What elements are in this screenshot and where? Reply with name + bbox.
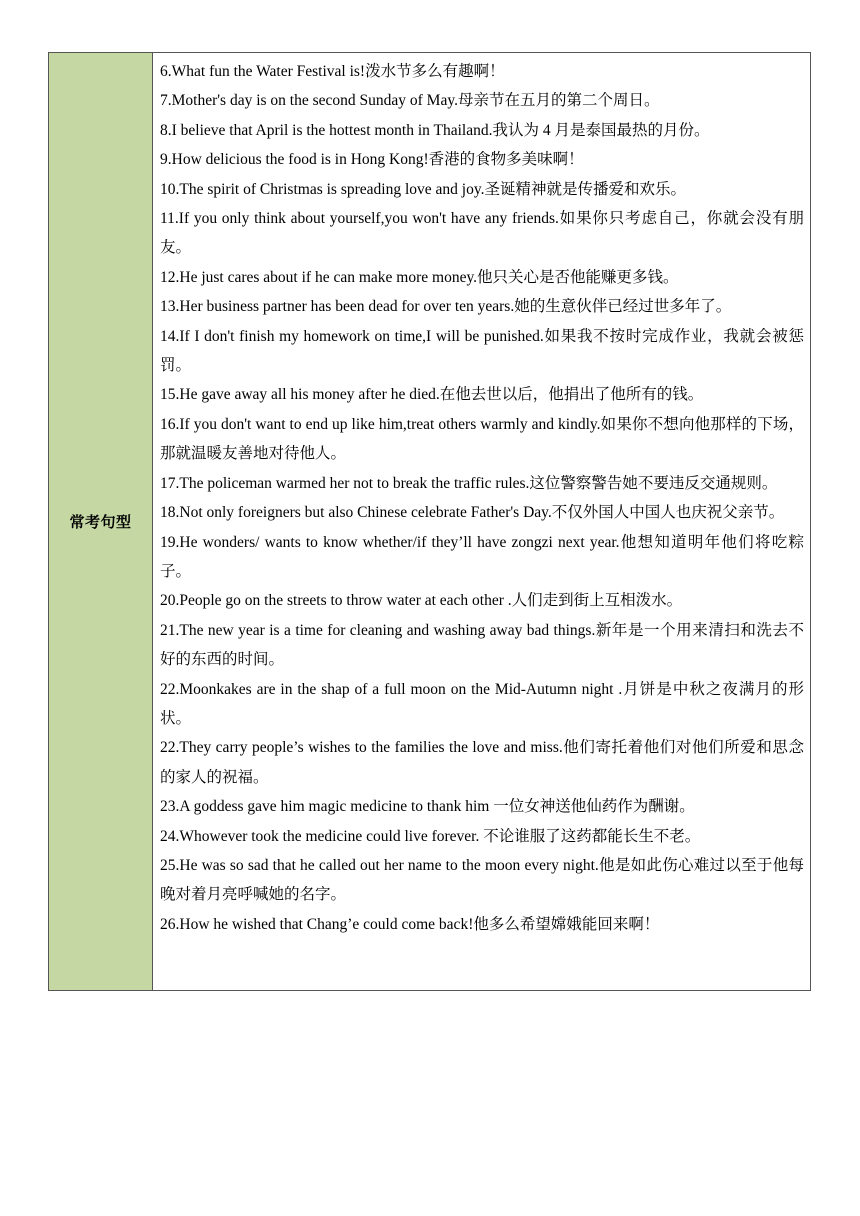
sentence-item: 11.If you only think about yourself,you won't have any friends.如果你只考虑自己，你就会没有朋友。 — [160, 210, 804, 257]
sentence-table — [48, 52, 811, 991]
sentence-item: 22.Moonkakes are in the shap of a full moon on the Mid-Autumn night .月饼是中秋之夜满月的形状。 — [160, 680, 804, 727]
sentence-item: 17.The policeman warmed her not to break the traffic rules.这位警察警告她不要违反交通规则。 — [160, 474, 778, 492]
sentence-list — [153, 53, 810, 990]
sentence-item: 24.Whowever took the medicine could live forever. 不论谁服了这药都能长生不老。 — [160, 827, 701, 845]
sentence-item: 8.I believe that April is the hottest month in Thailand.我认为 4 月是泰国最热的月份。 — [160, 121, 710, 139]
sentence-item: 18.Not only foreigners but also Chinese celebrate Father's Day.不仅外国人中国人也庆祝父亲节。 — [160, 504, 785, 522]
category-label: 常考句型 — [69, 513, 132, 531]
sentence-item: 21.The new year is a time for cleaning and washing away bad things.新年是一个用来清扫和洗去不好的东西的时间。 — [160, 621, 804, 669]
sentence-item: 22.They carry people’s wishes to the families the love and miss.他们寄托着他们对他们所爱和思念的家人的祝福。 — [160, 739, 804, 786]
sentence-item: 20.People go on the streets to throw water at each other .人们走到街上互相泼水。 — [160, 592, 683, 610]
sentence-item: 15.He gave away all his money after he died.在他去世以后，他捐出了他所有的钱。 — [160, 386, 704, 404]
category-cell — [49, 53, 153, 990]
sentence-item: 7.Mother's day is on the second Sunday of May.母亲节在五月的第二个周日。 — [160, 92, 660, 110]
sentence-item: 19.He wonders/ wants to know whether/if they’ll have zongzi next year.他想知道明年他们将吃粽子。 — [160, 533, 804, 580]
sentence-item: 25.He was so sad that he called out her name to the moon every night.他是如此伤心难过以至于他每晚对着月亮呼喊她的名字。 — [160, 856, 804, 904]
sentence-item: 9.How delicious the food is in Hong Kong!香港的食物多美味啊！ — [160, 151, 584, 169]
sentence-item: 16.If you don't want to end up like him,treat others warmly and kindly.如果你不想向他那样的下场，那就温暖友善地对待他人。 — [160, 415, 804, 463]
sentence-item: 26.How he wished that Chang’e could come back!他多么希望嫦娥能回来啊！ — [160, 915, 660, 933]
sentence-item: 23.A goddess gave him magic medicine to thank him 一位女神送他仙药作为酬谢。 — [160, 798, 695, 816]
sentence-item: 6.What fun the Water Festival is!泼水节多么有趣啊！ — [160, 63, 505, 80]
sentence-item: 13.Her business partner has been dead for over ten years.她的生意伙伴已经过世多年了。 — [160, 298, 732, 316]
sentence-item: 12.He just cares about if he can make more money.他只关心是否他能赚更多钱。 — [160, 268, 679, 286]
sentence-item: 14.If I don't finish my homework on time,I will be punished.如果我不按时完成作业，我就会被惩罚。 — [160, 327, 804, 375]
sentence-item: 10.The spirit of Christmas is spreading love and joy.圣诞精神就是传播爱和欢乐。 — [160, 180, 686, 198]
